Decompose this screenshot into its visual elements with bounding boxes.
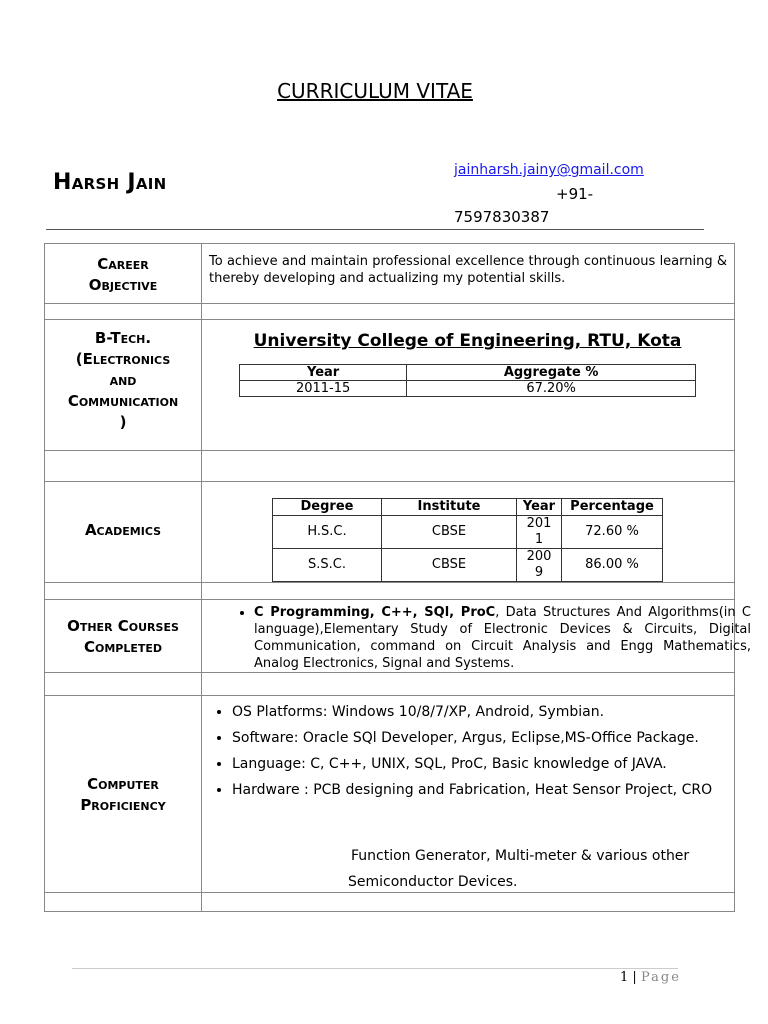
academics-table [272,498,663,582]
row-divider [45,892,734,893]
row-divider [45,303,734,304]
candidate-name: Harsh Jain [53,170,167,195]
table-cell: CBSE [382,516,517,549]
career-objective-label: Career Objective [88,255,158,294]
table-header-cell: Institute [382,499,517,516]
table-cell: 201 1 [517,516,562,549]
list-item: • Language: C, C++, UNIX, SQL, ProC, Basic knowledge of JAVA. [232,755,751,774]
table-header-row [240,365,696,381]
row-divider [45,599,734,600]
list-item: • C Programming, C++, SQl, ProC, Data Structures And Algorithms(in C language),Elementary Study of Electronic Devices & Circuits, Digital Communication, command on Circuit Analysis and Engg Mathematics, Analog Electronics, Signal and Systems. [254,604,751,672]
table-row [240,381,696,397]
table-header-cell: Aggregate % [407,365,696,381]
table-header-cell: Year [240,365,407,381]
page-number: 1 [620,970,629,985]
table-cell: 67.20% [407,381,696,397]
row-divider [45,481,734,482]
btech-label: B-Tech. (Electronics and Communication ) [67,329,179,431]
row-divider [45,695,734,696]
academics-label: Academics [84,521,162,539]
cv-table [44,243,751,912]
list-item: • Hardware : PCB designing and Fabrication, Heat Sensor Project, CRO [232,781,751,800]
list-item: • OS Platforms: Windows 10/8/7/XP, Android, Symbian. [232,703,751,722]
row-divider [45,582,734,583]
btech-table [239,364,696,397]
page-title: CURRICULUM VITAE [277,79,473,103]
email-link[interactable]: jainharsh.jainy@gmail.com [454,162,644,178]
list-item: • Software: Oracle SQl Developer, Argus, Eclipse,MS-Office Package. [232,729,751,748]
row-divider [45,672,734,673]
table-header-cell: Degree [273,499,382,516]
college-name: University College of Engineering, RTU, Kota [253,331,682,351]
table-header-cell: Percentage [562,499,663,516]
table-cell: 2011-15 [240,381,407,397]
row-divider [45,319,734,320]
table-row [273,549,663,582]
courses-list [230,604,751,672]
table-cell: 200 9 [517,549,562,582]
row-divider [45,450,734,451]
table-cell: CBSE [382,549,517,582]
courses-label: Other Courses Completed [67,617,179,656]
phone-number: 7597830387 [454,208,550,226]
table-row [273,516,663,549]
career-objective-text: To achieve and maintain professional excellence through continuous learning & thereby developing and actualizing my potential skills. [209,254,727,286]
footer-divider [72,968,678,969]
footer-separator: | [632,970,637,985]
hardware-continuation: Function Generator, Multi-meter & various other [351,848,690,864]
computer-proficiency-label: Computer Proficiency [80,775,166,814]
table-header-row [273,499,663,516]
computer-proficiency-list [208,703,751,807]
phone-prefix: +91- [556,185,594,203]
table-cell: H.S.C. [273,516,382,549]
table-cell: S.S.C. [273,549,382,582]
page-label: Page [640,970,681,985]
table-cell: 86.00 % [562,549,663,582]
hardware-continuation: Semiconductor Devices. [348,874,518,890]
table-header-cell: Year [517,499,562,516]
table-cell: 72.60 % [562,516,663,549]
page-footer [620,970,681,985]
header-divider [46,229,704,230]
